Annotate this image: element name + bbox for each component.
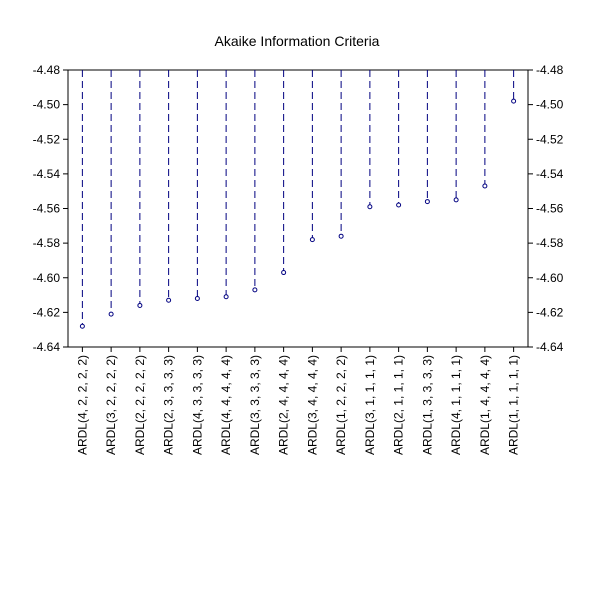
- y-tick-label-left: -4.58: [32, 236, 60, 251]
- data-point: [368, 205, 372, 209]
- x-tick-label: ARDL(2, 3, 3, 3, 3): [161, 355, 176, 456]
- data-point: [339, 234, 343, 238]
- data-point: [454, 198, 458, 202]
- y-tick-label-left: -4.64: [32, 340, 60, 354]
- y-tick-label-left: -4.54: [32, 166, 60, 181]
- x-tick-label: ARDL(1, 2, 2, 2, 2): [334, 355, 349, 456]
- data-point: [483, 184, 487, 188]
- plot-frame: [68, 70, 528, 347]
- y-tick-label-right: -4.58: [536, 236, 564, 251]
- y-tick-label-right: -4.60: [536, 270, 564, 285]
- x-tick-label: ARDL(2, 2, 2, 2, 2): [132, 355, 147, 456]
- y-tick-label-left: -4.56: [32, 201, 60, 216]
- data-point: [512, 99, 516, 103]
- y-tick-label-right: -4.62: [536, 305, 564, 320]
- chart-title: Akaike Information Criteria: [214, 33, 380, 49]
- x-tick-label: ARDL(1, 4, 4, 4, 4): [477, 355, 492, 456]
- y-tick-label-left: -4.62: [32, 305, 60, 320]
- x-tick-label: ARDL(2, 1, 1, 1, 1): [391, 355, 406, 456]
- x-tick-label: ARDL(2, 4, 4, 4, 4): [276, 355, 291, 456]
- data-point: [397, 203, 401, 207]
- data-point: [282, 271, 286, 275]
- y-tick-label-left: -4.48: [32, 63, 60, 77]
- x-tick-label: ARDL(4, 4, 4, 4, 4): [219, 355, 234, 456]
- y-tick-label-left: -4.50: [32, 97, 60, 112]
- data-point: [310, 238, 314, 242]
- x-tick-label: ARDL(3, 2, 2, 2, 2): [104, 355, 119, 456]
- right-y-axis: [528, 63, 564, 354]
- data-point: [109, 312, 113, 316]
- x-tick-label: ARDL(3, 1, 1, 1, 1): [362, 355, 377, 456]
- x-tick-label: ARDL(3, 3, 3, 3, 3): [247, 355, 262, 456]
- data-point: [224, 295, 228, 299]
- data-point: [80, 324, 84, 328]
- left-y-axis: [33, 63, 68, 354]
- y-tick-label-right: -4.56: [536, 201, 564, 216]
- data-point: [253, 288, 257, 292]
- x-tick-label: ARDL(3, 4, 4, 4, 4): [305, 355, 320, 456]
- x-tick-label: ARDL(4, 1, 1, 1, 1): [449, 355, 464, 456]
- x-tick-label: ARDL(1, 3, 3, 3, 3): [420, 355, 435, 456]
- y-tick-label-right: -4.54: [536, 166, 564, 181]
- y-tick-label-right: -4.48: [536, 63, 564, 77]
- data-point: [425, 200, 429, 204]
- x-tick-label: ARDL(4, 2, 2, 2, 2): [75, 355, 90, 456]
- data-point: [195, 297, 199, 301]
- y-tick-label-right: -4.50: [536, 97, 564, 112]
- data-point: [138, 303, 142, 307]
- data-point: [167, 298, 171, 302]
- x-axis: [75, 347, 520, 455]
- y-tick-label-right: -4.52: [536, 132, 564, 147]
- y-tick-label-right: -4.64: [536, 340, 564, 354]
- x-tick-label: ARDL(4, 3, 3, 3, 3): [190, 355, 205, 456]
- data-marks: [80, 70, 515, 328]
- y-tick-label-left: -4.60: [32, 270, 60, 285]
- y-tick-label-left: -4.52: [32, 132, 60, 147]
- x-tick-label: ARDL(1, 1, 1, 1, 1): [506, 355, 521, 456]
